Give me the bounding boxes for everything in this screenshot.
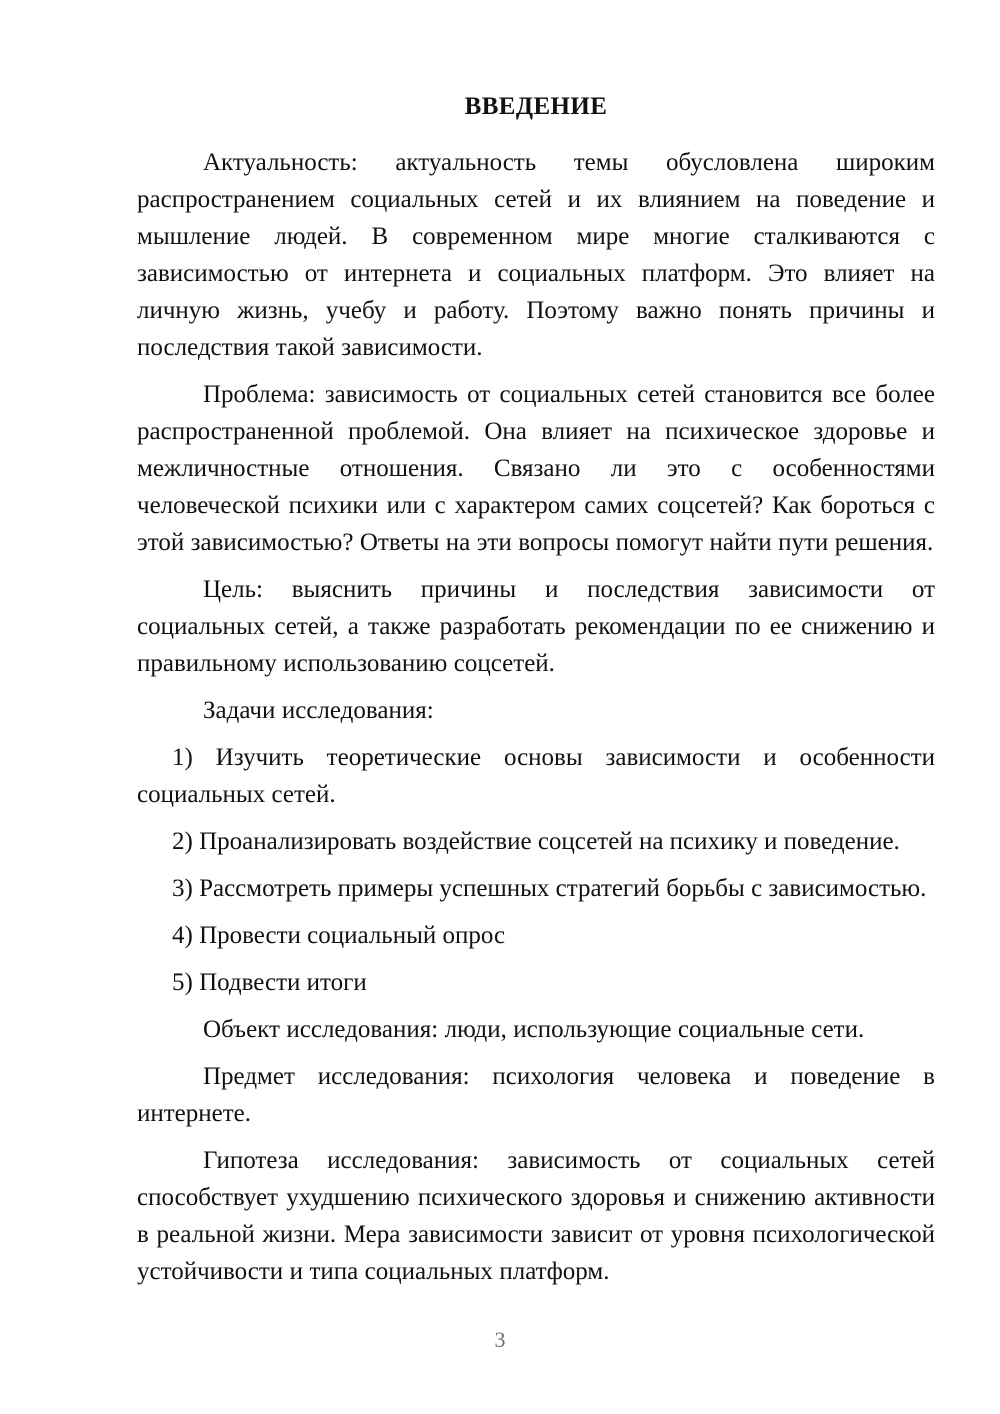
tasks-heading: Задачи исследования: [203, 697, 434, 724]
list-item: 5) Подвести итоги [172, 969, 367, 996]
list-item: 4) Провести социальный опрос [172, 922, 506, 949]
list-item: 2) Проанализировать воздействие соцсетей на психику и поведение. [172, 828, 900, 855]
document-body [137, 92, 935, 1290]
paragraph-subject: Предмет исследования: психология человека и поведение в интернете. [137, 1063, 935, 1127]
paragraph-problem: Проблема: зависимость от социальных сетей становится все более распространенной проблемой. Она влияет на психическое здоровье и межличностные отношения. Связано ли это с особенностями человеческой психики или с характером самих соцсетей? Как бороться с этой зависимостью? Ответы на эти вопросы помогут найти пути решения. [137, 381, 935, 556]
paragraph-object: Объект исследования: люди, использующие социальные сети. [203, 1016, 865, 1043]
paragraph-goal: Цель: выяснить причины и последствия зависимости от социальных сетей, а также разработать рекомендации по ее снижению и правильному использованию соцсетей. [137, 576, 935, 677]
list-item: 3) Рассмотреть примеры успешных стратегий борьбы с зависимостью. [172, 875, 927, 902]
list-item: 1) Изучить теоретические основы зависимости и особенности социальных сетей. [137, 744, 935, 808]
paragraph-hypothesis: Гипотеза исследования: зависимость от социальных сетей способствует ухудшению психического здоровья и снижению активности в реальной жизни. Мера зависимости зависит от уровня психологической устойчивости и типа социальных платформ. [137, 1147, 935, 1285]
page-title: ВВЕДЕНИЕ [464, 93, 608, 120]
paragraph-relevance: Актуальность: актуальность темы обусловлена широким распространением социальных сетей и их влиянием на поведение и мышление людей. В современном мире многие сталкиваются с зависимостью от интернета и социальных платформ. Это влияет на личную жизнь, учебу и работу. Поэтому важно понять причины и последствия такой зависимости. [137, 149, 935, 361]
page-number: 3 [494, 1327, 506, 1352]
